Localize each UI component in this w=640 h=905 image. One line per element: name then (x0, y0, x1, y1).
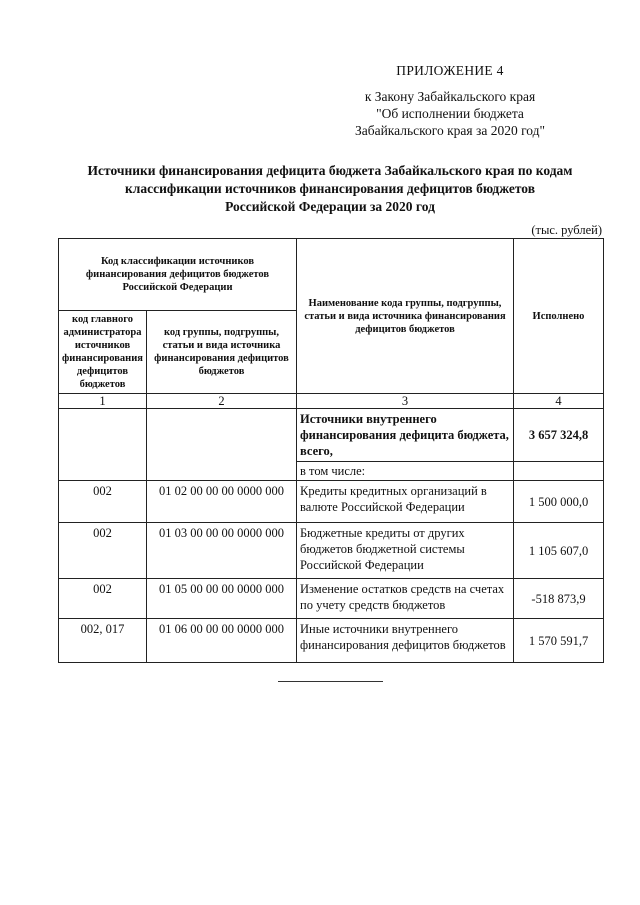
source-name-cell: Кредиты кредитных организаций в валюте Российской Федерации (297, 481, 514, 523)
total-admin-cell (59, 409, 147, 481)
executed-value-cell: 1 105 607,0 (514, 523, 604, 579)
source-code-cell: 01 05 00 00 00 0000 000 (147, 579, 297, 619)
column-number-1: 1 (59, 394, 147, 409)
source-name-cell: Изменение остатков средств на счетах по учету средств бюджетов (297, 579, 514, 619)
table-row (59, 523, 604, 579)
including-label-cell: в том числе: (297, 462, 514, 481)
admin-code-cell: 002 (59, 481, 147, 523)
admin-code-cell: 002 (59, 579, 147, 619)
appendix-block (340, 62, 560, 139)
source-name-cell: Бюджетные кредиты от других бюджетов бюджетной системы Российской Федерации (297, 523, 514, 579)
header-name-cell: Наименование кода группы, подгруппы, статьи и вида источника финансирования дефицитов бюджетов (297, 239, 514, 394)
column-number-2: 2 (147, 394, 297, 409)
including-value-cell (514, 462, 604, 481)
units-label: (тыс. рублей) (531, 223, 602, 237)
end-divider-line (278, 681, 383, 682)
table-row (59, 481, 604, 523)
executed-value-cell: 1 570 591,7 (514, 619, 604, 663)
total-code-cell (147, 409, 297, 481)
title-line-3: Российской Федерации за 2020 год (225, 199, 435, 214)
admin-code-cell: 002, 017 (59, 619, 147, 663)
table-row (59, 579, 604, 619)
admin-code-cell: 002 (59, 523, 147, 579)
source-code-cell: 01 06 00 00 00 0000 000 (147, 619, 297, 663)
source-code-cell: 01 03 00 00 00 0000 000 (147, 523, 297, 579)
source-code-cell: 01 02 00 00 00 0000 000 (147, 481, 297, 523)
appendix-line-3: Забайкальского края за 2020 год" (354, 123, 546, 138)
source-name-cell: Иные источники внутреннего финансирования дефицитов бюджетов (297, 619, 514, 663)
total-value-cell: 3 657 324,8 (514, 409, 604, 462)
header-executed-cell: Исполнено (514, 239, 604, 394)
column-number-3: 3 (297, 394, 514, 409)
appendix-line-2: "Об исполнении бюджета (376, 106, 524, 121)
appendix-title: ПРИЛОЖЕНИЕ 4 (396, 63, 504, 78)
executed-value-cell: 1 500 000,0 (514, 481, 604, 523)
table-row (59, 619, 604, 663)
header-group-code-cell: код группы, подгруппы, статьи и вида источника финансирования дефицитов бюджетов (147, 311, 297, 394)
header-admin-code-cell: код главного администратора источников финансирования дефицитов бюджетов (59, 311, 147, 394)
total-name-cell: Источники внутреннего финансирования дефицита бюджета, всего, (297, 409, 514, 462)
document-title (60, 162, 600, 216)
appendix-line-1: к Закону Забайкальского края (364, 89, 536, 104)
title-line-2: классификации источников финансирования дефицитов бюджетов (125, 181, 535, 196)
column-number-4: 4 (514, 394, 604, 409)
financing-table (58, 238, 604, 663)
executed-value-cell: -518 873,9 (514, 579, 604, 619)
header-group-cell: Код классификации источников финансирования дефицитов бюджетов Российской Федерации (59, 239, 297, 311)
title-line-1: Источники финансирования дефицита бюджета Забайкальского края по кодам (87, 163, 573, 178)
